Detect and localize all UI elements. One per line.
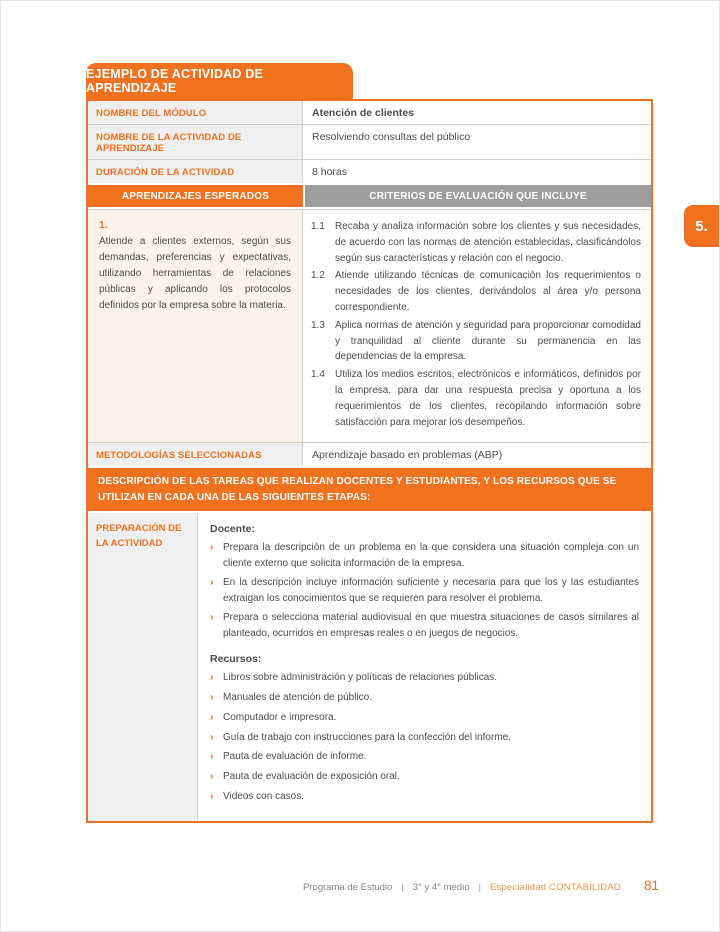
footer-separator: |	[478, 882, 481, 893]
footer-grades: 3° y 4° medio	[412, 882, 470, 893]
bullet-icon: ›	[210, 611, 214, 624]
preparation-label: PREPARACIÓN DE LA ACTIVIDAD	[88, 513, 198, 820]
recurso-item	[210, 690, 639, 706]
recurso-item	[210, 710, 639, 726]
expected-learning-number: 1.	[99, 219, 108, 231]
recurso-item-text: Computador e impresora.	[223, 711, 337, 723]
page-number: 81	[643, 878, 659, 893]
bullet-icon: ›	[210, 789, 214, 802]
methodology-row	[88, 443, 651, 466]
criteria-item	[311, 318, 641, 365]
criteria-item-text: Recaba y analiza información sobre los clientes y sus necesidades, de acuerdo con las normas de atención establecidas, clasificándolos según sus características y relación con el negocio.	[335, 221, 641, 264]
activity-name-value: Resolviendo consultas del público	[312, 131, 471, 143]
criteria-item-text: Aplica normas de atención y seguridad para proporcionar comodidad y tranquilidad al cliente durante su permanencia en las dependencias de la empresa.	[335, 319, 641, 363]
recurso-item	[210, 769, 639, 785]
criteria-item-number: 1.2	[311, 270, 325, 282]
recursos-heading: Recursos:	[210, 653, 262, 666]
footer-separator: |	[401, 882, 404, 893]
criteria-item-text: Atiende utilizando técnicas de comunicación los requerimientos o necesidades de los clientes, derivándolos al área y/o persona correspondiente.	[335, 270, 641, 313]
recurso-item-text: Manuales de atención de público.	[223, 692, 372, 704]
expected-learning-text: Atiende a clientes externos, según sus demandas, preferencias y expectativas, utilizando herramientas de relaciones públicas y aplicando los protocolos definidos por la empresa sobre la materia.	[99, 236, 291, 311]
table-row	[88, 125, 651, 160]
bullet-icon: ›	[210, 770, 214, 783]
recurso-item	[210, 730, 639, 746]
recurso-item	[210, 670, 639, 686]
criteria-item-number: 1.3	[311, 319, 325, 331]
duration-value: 8 horas	[312, 166, 348, 178]
recurso-item-text: Libros sobre administración y políticas de relaciones públicas.	[223, 672, 498, 684]
recurso-item-text: Guía de trabajo con instrucciones para la confección del informe.	[223, 731, 511, 743]
preparation-content	[198, 513, 651, 820]
criteria-item	[311, 219, 641, 266]
page-title-label: EJEMPLO DE ACTIVIDAD DE APRENDIZAJE	[86, 67, 264, 95]
module-name-label: NOMBRE DEL MÓDULO	[88, 101, 303, 124]
bullet-icon: ›	[210, 750, 214, 763]
bullet-icon: ›	[210, 541, 214, 554]
evaluation-criteria-cell	[303, 210, 651, 442]
criteria-header-row	[88, 183, 651, 209]
footer-specialty: Especialidad CONTABILIDAD	[489, 882, 621, 893]
bullet-icon: ›	[210, 671, 214, 684]
criteria-item-number: 1.4	[311, 369, 325, 381]
docente-heading: Docente:	[210, 523, 255, 536]
bullet-icon: ›	[210, 576, 214, 589]
criteria-item	[311, 268, 641, 315]
module-name-value: Atención de clientes	[312, 107, 415, 119]
table-row	[88, 101, 651, 125]
page-footer	[303, 878, 659, 893]
recurso-item-text: Pauta de evaluación de informe.	[223, 751, 367, 763]
preparation-row	[88, 513, 651, 820]
bullet-icon: ›	[210, 691, 214, 704]
docente-item	[210, 540, 639, 571]
recurso-item	[210, 749, 639, 765]
criteria-item-number: 1.1	[311, 221, 325, 232]
docente-item-text: Prepara o selecciona material audiovisual en que muestra situaciones de casos similares al planteado, ocurridos en empresas reales o en juegos de negocios.	[223, 612, 639, 639]
criteria-item-text: Utiliza los medios escritos, electrónicos e informáticos, definidos por la empresa, para dar una respuesta precisa y oportuna a los requerimientos de los clientes, recopilando información sobre satisfacción para mejorar los desempeños.	[335, 369, 641, 428]
docente-item	[210, 575, 639, 606]
duration-label: DURACIÓN DE LA ACTIVIDAD	[88, 160, 303, 183]
expected-learning-header: APRENDIZAJES ESPERADOS	[88, 185, 303, 207]
criteria-content-row	[88, 209, 651, 443]
tasks-description-band: DESCRIPCIÓN DE LAS TAREAS QUE REALIZAN DOCENTES Y ESTUDIANTES, Y LOS RECURSOS QUE SE UTILIZAN EN CADA UNA DE LAS SIGUIENTES ETAPAS:	[88, 466, 651, 513]
docente-item-text: En la descripción incluye información suficiente y necesaria para que los y las estudiantes extraigan los conocimientos que se requieren para resolver el problema.	[223, 577, 639, 604]
activity-name-label: NOMBRE DE LA ACTIVIDAD DE APRENDIZAJE	[88, 125, 303, 159]
recurso-item-text: Pauta de evaluación de exposición oral.	[223, 771, 400, 783]
docente-item-text: Prepara la descripción de un problema en la que considera una situación compleja con un cliente externo que solicita información de la empresa.	[223, 542, 639, 569]
chapter-number-tab: 5.	[684, 205, 719, 247]
methodology-value: Aprendizaje basado en problemas (ABP)	[312, 449, 503, 462]
page-title	[86, 63, 353, 99]
expected-learning-cell	[88, 210, 303, 442]
criteria-item	[311, 367, 641, 430]
recurso-item	[210, 789, 639, 805]
table-row	[88, 160, 651, 183]
activity-table	[86, 99, 653, 823]
docente-item	[210, 610, 639, 641]
bullet-icon: ›	[210, 730, 214, 743]
evaluation-criteria-header: CRITERIOS DE EVALUACIÓN QUE INCLUYE	[305, 185, 651, 207]
bullet-icon: ›	[210, 710, 214, 723]
footer-program: Programa de Estudio	[303, 882, 393, 893]
methodology-label: METODOLOGÍAS SELECCIONADAS	[88, 443, 303, 466]
recurso-item-text: Videos con casos.	[223, 790, 304, 802]
